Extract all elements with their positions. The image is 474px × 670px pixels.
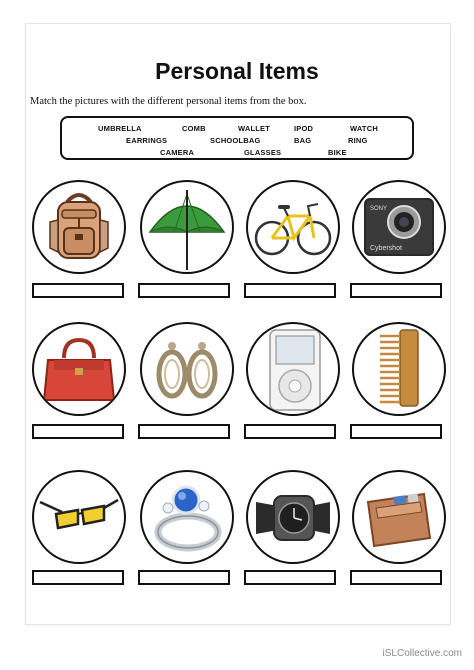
picture-circle bbox=[246, 470, 340, 564]
picture-circle bbox=[140, 470, 234, 564]
picture-circle bbox=[352, 322, 446, 416]
glasses-icon bbox=[34, 472, 124, 562]
word-ipod: IPOD bbox=[294, 124, 314, 133]
answer-blank[interactable] bbox=[138, 283, 230, 298]
word-camera: CAMERA bbox=[160, 148, 195, 157]
word-comb: COMB bbox=[182, 124, 206, 133]
ipod-icon bbox=[248, 324, 338, 414]
camera-brand-text: Cybershot bbox=[370, 245, 402, 252]
word-glasses: GLASSES bbox=[244, 148, 282, 157]
backpack-icon bbox=[34, 182, 124, 272]
word-umbrella: UMBRELLA bbox=[98, 124, 142, 133]
camera-maker-text: SONY bbox=[370, 206, 388, 212]
wallet-icon bbox=[354, 472, 444, 562]
watermark-text: iSLCollective.com bbox=[382, 648, 462, 659]
picture-circle bbox=[246, 180, 340, 274]
instruction-text: Match the pictures with the different personal items from the box. bbox=[30, 96, 307, 107]
picture-circle bbox=[246, 322, 340, 416]
word-schoolbag: SCHOOLBAG bbox=[210, 136, 261, 145]
word-wallet: WALLET bbox=[238, 124, 271, 133]
word-bike: BIKE bbox=[328, 148, 347, 157]
answer-blank[interactable] bbox=[138, 570, 230, 585]
answer-blank[interactable] bbox=[350, 283, 442, 298]
comb-icon bbox=[354, 324, 444, 414]
ring-icon bbox=[142, 472, 232, 562]
word-ring: RING bbox=[348, 136, 368, 145]
picture-circle bbox=[32, 322, 126, 416]
answer-blank[interactable] bbox=[32, 283, 124, 298]
page-title: Personal Items bbox=[155, 58, 319, 84]
umbrella-icon bbox=[142, 182, 232, 272]
picture-circle bbox=[32, 180, 126, 274]
answer-blank[interactable] bbox=[138, 424, 230, 439]
answer-blank[interactable] bbox=[244, 570, 336, 585]
picture-circle bbox=[32, 470, 126, 564]
answer-blank[interactable] bbox=[350, 424, 442, 439]
picture-circle bbox=[140, 180, 234, 274]
camera-icon bbox=[354, 182, 444, 272]
picture-circle bbox=[352, 470, 446, 564]
picture-circle bbox=[352, 180, 446, 274]
answer-blank[interactable] bbox=[350, 570, 442, 585]
word-watch: WATCH bbox=[350, 124, 378, 133]
answer-blank[interactable] bbox=[244, 283, 336, 298]
watch-icon bbox=[248, 472, 338, 562]
earrings-icon bbox=[142, 324, 232, 414]
answer-blank[interactable] bbox=[244, 424, 336, 439]
bicycle-icon bbox=[248, 182, 338, 272]
answer-blank[interactable] bbox=[32, 424, 124, 439]
word-bag: BAG bbox=[294, 136, 312, 145]
word-earrings: EARRINGS bbox=[126, 136, 168, 145]
handbag-icon bbox=[34, 324, 124, 414]
answer-blank[interactable] bbox=[32, 570, 124, 585]
picture-circle bbox=[140, 322, 234, 416]
